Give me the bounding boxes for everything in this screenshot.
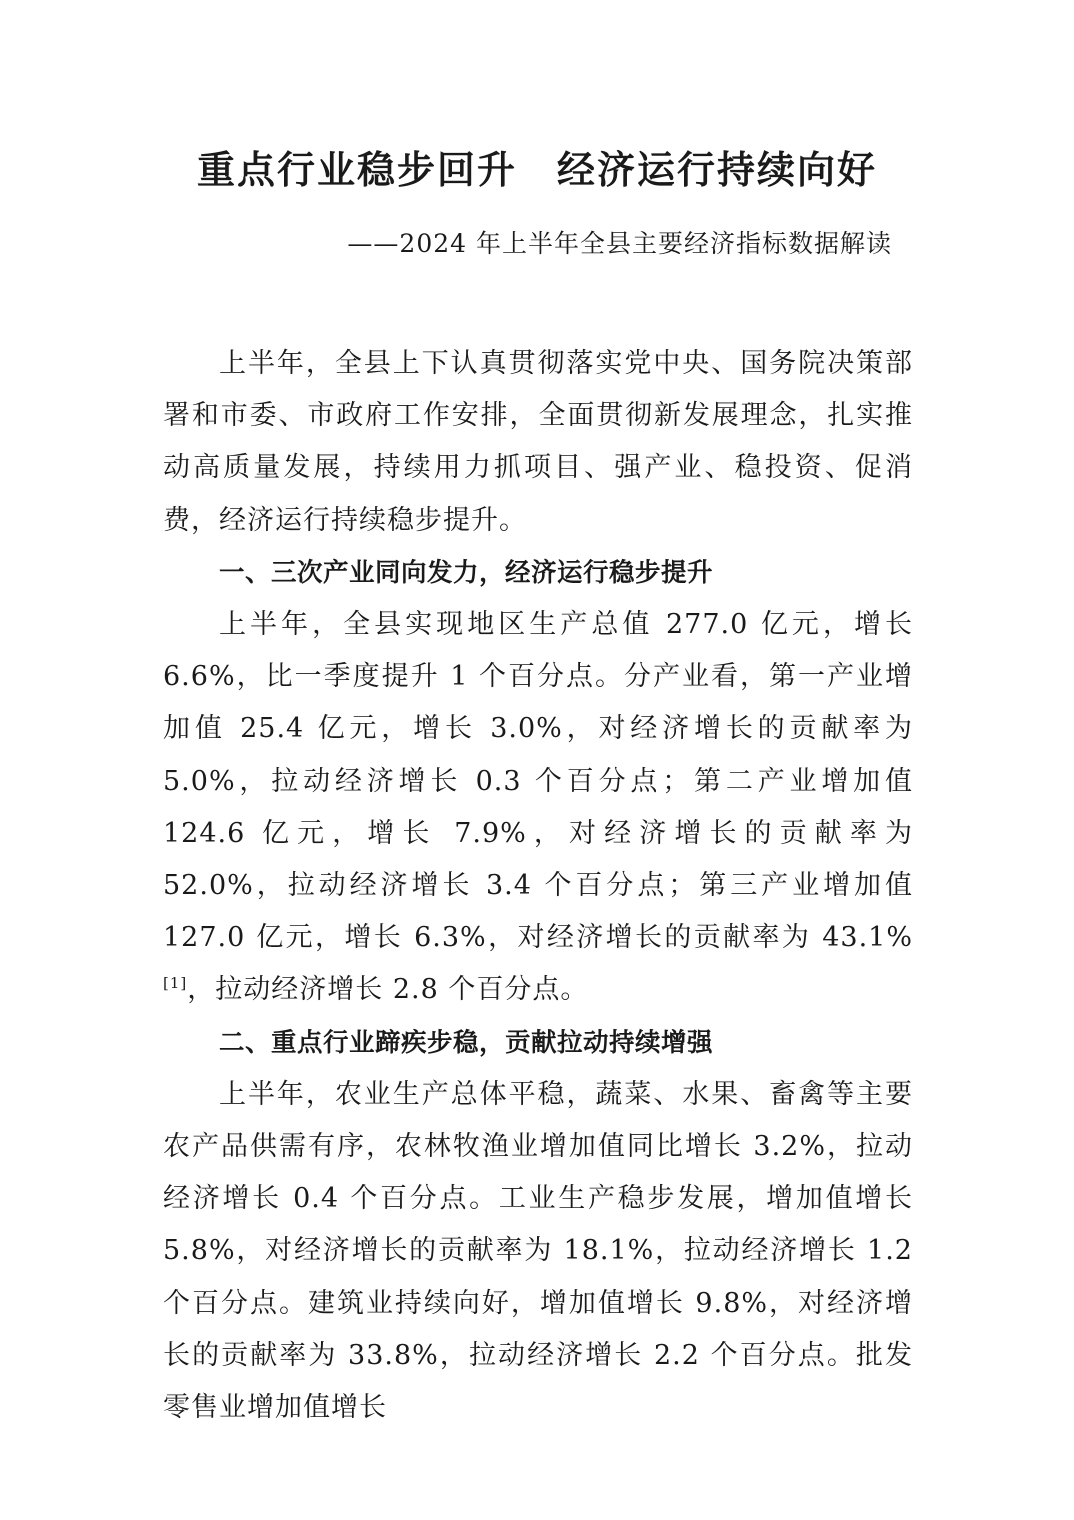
document-body xyxy=(163,338,913,1434)
page-title: 重点行业稳步回升 经济运行持续向好 xyxy=(196,147,877,192)
section-2-paragraph: 上半年，农业生产总体平稳，蔬菜、水果、畜禽等主要农产品供需有序，农林牧渔业增加值同比增长 3.2%，拉动经济增长 0.4 个百分点。工业生产稳步发展，增加值增长 5.8%，对经济增长的贡献率为 18.1%，拉动经济增长 1.2 个百分点。建筑业持续向好，增加值增长 9.8%，对经济增长的贡献率为 33.8%，拉动经济增长 2.2 个百分点。批发零售业增加值增长 xyxy=(163,1078,913,1424)
section-2-heading: 二、重点行业蹄疾步稳，贡献拉动持续增强 xyxy=(219,1027,714,1058)
footnote-marker[interactable]: [1] xyxy=(163,974,188,993)
section-1-text-cont: ，拉动经济增长 2.8 个百分点。 xyxy=(187,974,589,1006)
intro-paragraph: 上半年，全县上下认真贯彻落实党中央、国务院决策部署和市委、市政府工作安排，全面贯彻新发展理念，扎实推动高质量发展，持续用力抓项目、强产业、稳投资、促消费，经济运行持续稳步提升。 xyxy=(163,348,913,536)
section-1-text: 上半年，全县实现地区生产总值 277.0 亿元，增长 6.6%，比一季度提升 1 个百分点。分产业看，第一产业增加值 25.4 亿元，增长 3.0%，对经济增长的贡献率为 5.0%，拉动经济增长 0.3 个百分点；第二产业增加值 124.6 亿元，增长 7.9%，对经济增长的贡献率为 52.0%，拉动经济增长 3.4 个百分点；第三产业增加值 127.0 亿元，增长 6.3%，对经济增长的贡献率为 43.1% xyxy=(163,609,913,954)
section-1-paragraph xyxy=(163,599,913,1017)
page-subtitle: ——2024 年上半年全县主要经济指标数据解读 xyxy=(347,229,892,258)
section-1-heading: 一、三次产业同向发力，经济运行稳步提升 xyxy=(219,557,714,588)
